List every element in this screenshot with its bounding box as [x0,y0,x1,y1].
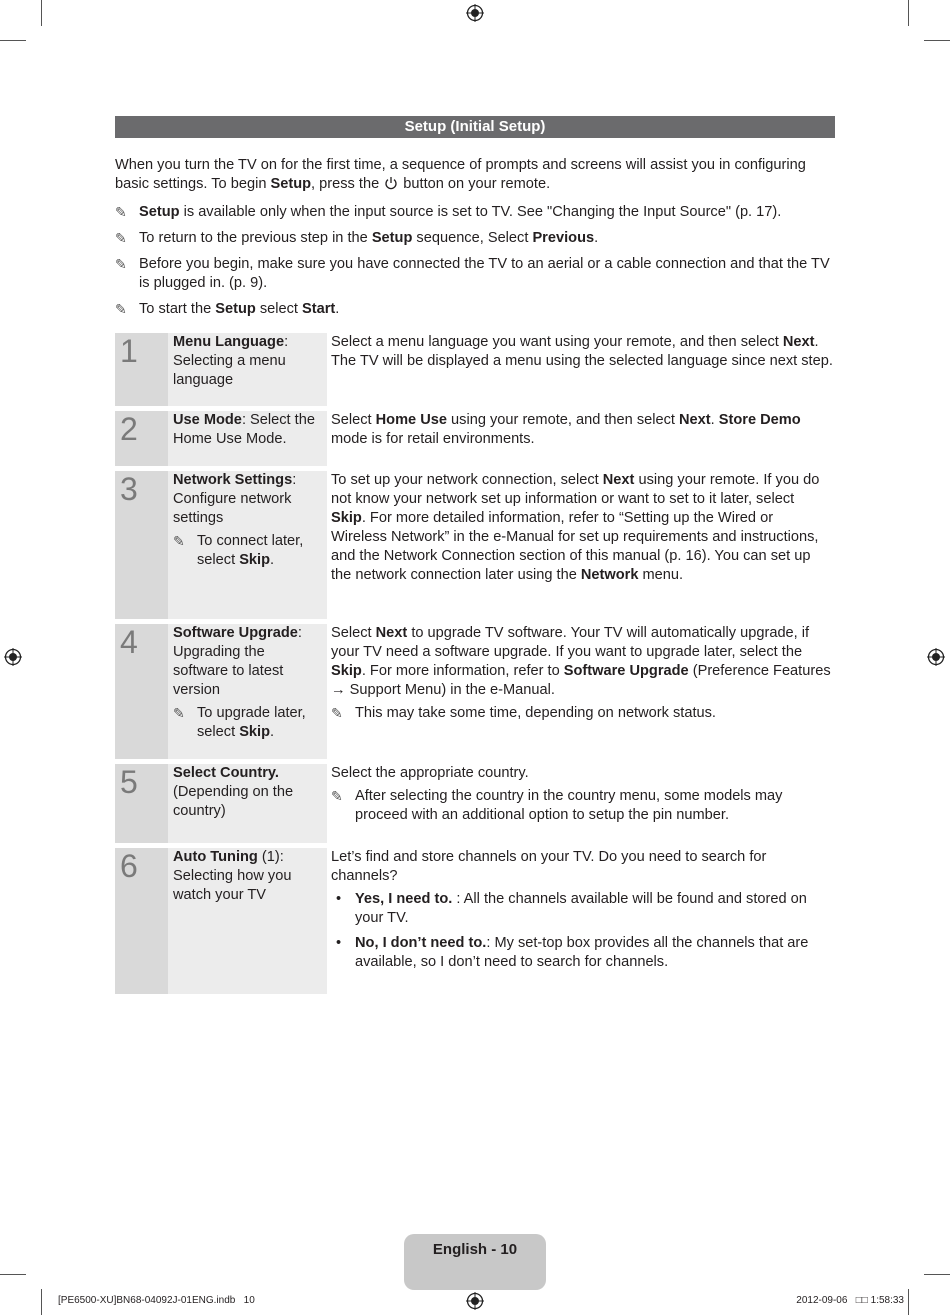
step-title: Auto Tuning (1): Selecting how you watch your TV [168,848,327,994]
step-number: 4 [115,624,168,759]
step-number: 1 [115,333,168,406]
crop-mark [908,0,909,26]
crop-mark [908,1289,909,1315]
pencil-note-icon: ✎ [115,204,127,220]
registration-mark-icon [466,4,484,22]
print-slug-left: [PE6500-XU]BN68-04092J-01ENG.indb 10 [58,1295,255,1306]
step-title: Menu Language: Selecting a menu language [168,333,327,406]
crop-mark [0,40,26,41]
intro-block [115,156,837,319]
intro-note: ✎ To start the Setup select Start. [115,301,340,317]
step-title: Use Mode: Select the Home Use Mode. [168,411,327,466]
list-item: • Yes, I need to. : All the channels available will be found and stored on your TV. [331,890,833,928]
registration-mark-icon [466,1292,484,1310]
pencil-note-icon: ✎ [331,788,343,804]
intro-note: ✎ To return to the previous step in the Setup sequence, Select Previous. [115,230,599,246]
step-description: Select a menu language you want using your remote, and then select Next. The TV will be displayed a menu using the selected language since next step. [331,334,833,369]
step-title: Software Upgrade: Upgrading the software to latest version ✎ To upgrade later, select Skip. [168,624,327,759]
crop-mark [0,1274,26,1275]
print-slug-right: 2012-09-06 □□ 1:58:33 [796,1295,904,1306]
step-description: Let’s find and store channels on your TV. Do you need to search for channels? • Yes, I need to. : All the channels available will be found and stored on your TV. • No, I don’t need to.: My set-top box provides all the channels that are available, so I don’t need to search for channels. [327,848,837,994]
pencil-note-icon: ✎ [331,705,343,721]
crop-mark [41,0,42,26]
step-description: Select Home Use using your remote, and then select Next. Store Demo mode is for retail environments. [331,412,801,447]
step-note: ✎ To connect later, select Skip. [173,533,304,568]
step-note: ✎ After selecting the country in the country menu, some models may proceed with an additional option to setup the pin number. [331,788,783,823]
intro-paragraph: When you turn the TV on for the first time, a sequence of prompts and screens will assist you in configuring basic settings. To begin Setup, press the button on your remote. [115,156,837,196]
intro-note: ✎ Before you begin, make sure you have connected the TV to an aerial or a cable connection and that the TV is plugged in. (p. 9). [115,256,830,291]
step-row [115,848,837,994]
step-description: Select Next to upgrade TV software. Your TV will automatically upgrade, if your TV need a software upgrade. If you want to upgrade later, select the Skip. For more information, refer to Software Upgrade (Preference Features → Support Menu) in the e-Manual. ✎ This may take some time, depending on network status. [327,624,837,759]
intro-note: ✎ Setup is available only when the input source is set to TV. See "Changing the Input Source" (p. 17). [115,204,782,220]
step-note: ✎ To upgrade later, select Skip. [173,705,306,740]
option-list [331,890,833,972]
step-row [115,764,837,843]
step-row [115,471,837,619]
step-number: 2 [115,411,168,466]
pencil-note-icon: ✎ [115,256,127,272]
step-note: ✎ This may take some time, depending on network status. [331,705,716,721]
step-row [115,624,837,759]
step-number: 6 [115,848,168,994]
setup-steps-table [115,333,837,999]
pencil-note-icon: ✎ [173,705,185,721]
crop-mark [924,1274,950,1275]
crop-mark [924,40,950,41]
registration-mark-icon [4,648,22,666]
list-item: • No, I don’t need to.: My set-top box provides all the channels that are available, so I don’t need to search for channels. [331,934,833,972]
step-number: 3 [115,471,168,619]
step-number: 5 [115,764,168,843]
registration-mark-icon [927,648,945,666]
step-row [115,411,837,466]
step-description: To set up your network connection, select Next using your remote. If you do not know your network set up information or want to set to it later, select Skip. For more detailed information, refer to “Setting up the Wired or Wireless Network” in the e-Manual for set up requirements and instructions, and the Network Connection section of this manual (p. 16). You can set up the network connection later using the Network menu. [331,472,820,583]
step-row [115,333,837,406]
page-number-tab: English - 10 [404,1234,546,1290]
power-icon [384,176,398,196]
step-description: Select the appropriate country. ✎ After selecting the country in the country menu, some models may proceed with an additional option to setup the pin number. [327,764,837,843]
crop-mark [41,1289,42,1315]
step-title: Select Country. (Depending on the country) [168,764,327,843]
section-title: Setup (Initial Setup) [115,116,835,138]
pencil-note-icon: ✎ [115,301,127,317]
pencil-note-icon: ✎ [173,533,185,549]
step-title: Network Settings: Configure network settings ✎ To connect later, select Skip. [168,471,327,619]
pencil-note-icon: ✎ [115,230,127,246]
